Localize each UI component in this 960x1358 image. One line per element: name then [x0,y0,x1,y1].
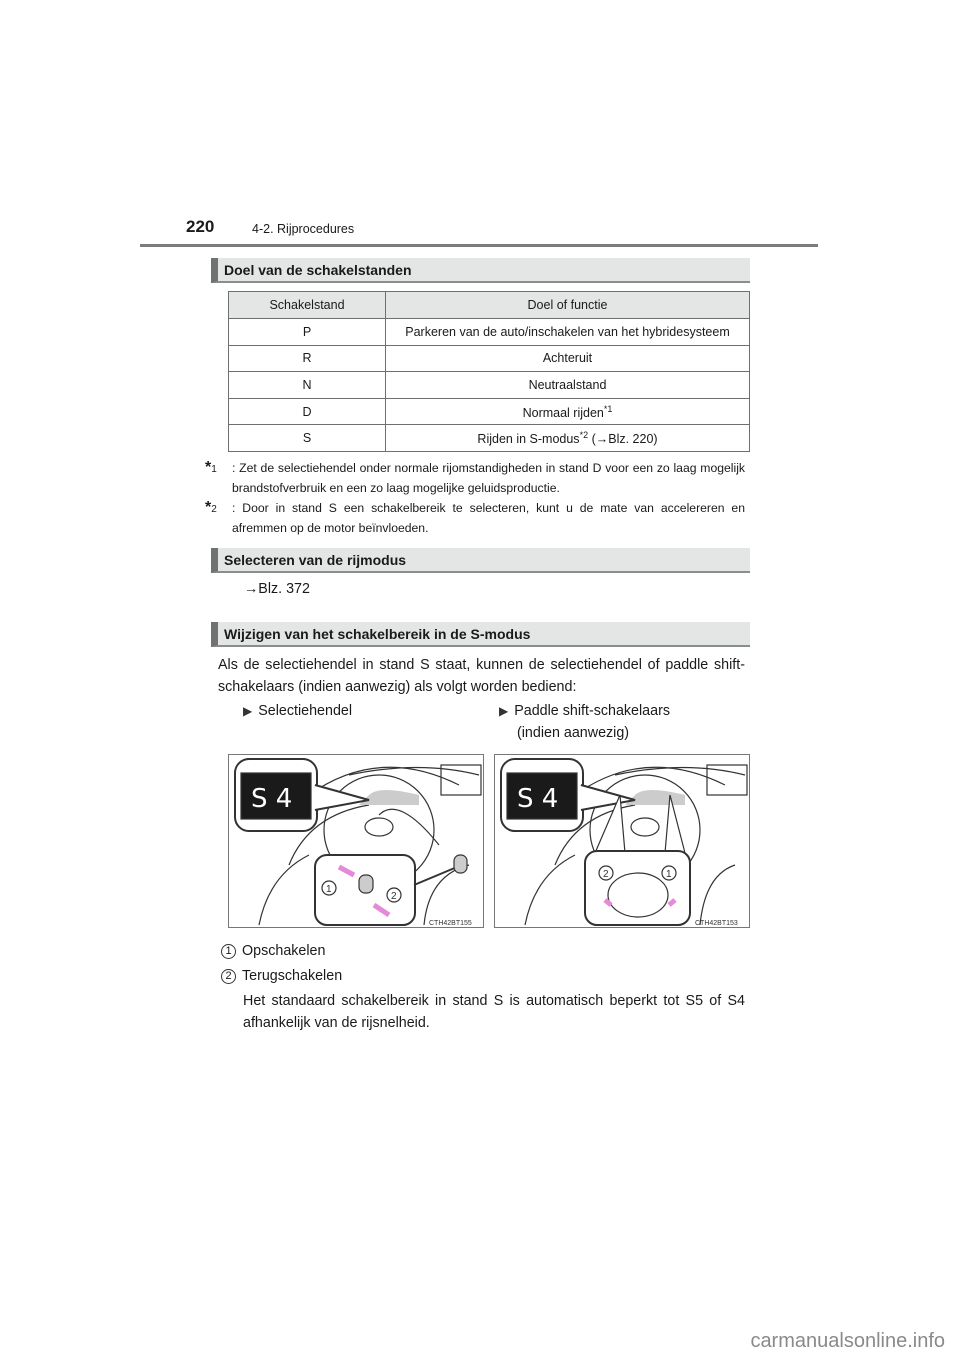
illustration-shift-lever [228,754,484,928]
svg-text:2: 2 [603,869,609,880]
breadcrumb: 4-2. Rijprocedures [252,222,355,236]
page-reference[interactable]: (→Blz. 220) [591,432,658,447]
cell: Parkeren van de auto/inschakelen van het hybridesysteem [386,319,750,346]
legend-label: Opschakelen [242,943,326,959]
cell: D [229,398,386,425]
gear-display-text: S 4 [517,784,559,814]
circled-number: 2 [221,969,236,984]
footnote-number: 2 [211,504,217,515]
page-reference[interactable]: →Blz. 372 [244,581,310,597]
note-paragraph: Het standaard schakelbereik in stand S is automatisch beperkt tot S5 of S4 afhankelijk van de rijsnelheid. [243,993,745,1031]
footnote-1 [205,458,745,498]
cell: N [229,372,386,399]
section-heading-shift-positions: Doel van de schakelstanden [211,258,750,283]
page-number: 220 [186,217,215,236]
illustration-paddle-shift [494,754,750,928]
circled-number: 1 [221,944,236,959]
legend-item-downshift [221,965,342,987]
svg-text:1: 1 [666,869,672,880]
asterisk: * [205,499,212,516]
svg-text:2: 2 [391,891,397,902]
option-label: Selectiehendel [258,703,353,719]
cell [386,425,750,452]
footnote-text: : Zet de selectiehendel onder normale rijomstandigheden in stand D voor een zo laag mogelijk brandstofverbruik en een zo laag mogelijke geluidsproductie. [232,461,745,495]
table-row [229,372,750,399]
cell-text: Normaal rijden [522,405,604,420]
intro-paragraph: Als de selectiehendel in stand S staat, kunnen de selectiehendel of paddle shift-schakelaars (indien aanwezig) als volgt worden bediend: [218,657,745,695]
triangle-bullet-icon: ▶ [499,704,509,718]
cell: Neutraalstand [386,372,750,399]
table-row [229,345,750,372]
footnote-text: : Door in stand S een schakelbereik te selecteren, kunt u de mate van accelereren en afremmen op de motor beïnvloeden. [232,501,745,535]
legend-label: Terugschakelen [242,968,343,984]
option-shift-lever [243,700,352,722]
footnote-number: 1 [211,464,217,475]
watermark: carmanualsonline.info [750,1330,945,1352]
header-rule [140,244,818,247]
triangle-bullet-icon: ▶ [243,704,253,718]
legend-item-upshift [221,940,325,962]
cell [386,398,750,425]
svg-text:1: 1 [326,884,332,895]
image-code: CTH42BT153 [695,920,738,927]
asterisk: * [205,459,212,476]
cell: Achteruit [386,345,750,372]
cell: P [229,319,386,346]
footnote-ref: *1 [603,403,613,414]
option-paddle-shift [499,700,670,744]
section-heading-drive-mode: Selecteren van de rijmodus [211,548,750,573]
cell: S [229,425,386,452]
footnote-ref: *2 [579,430,589,441]
section-heading-s-mode: Wijzigen van het schakelbereik in de S-modus [211,622,750,647]
column-header: Doel of functie [386,292,750,319]
image-code: CTH42BT155 [429,920,472,927]
table-row [229,319,750,346]
cell-text: Rijden in S-modus [477,432,580,447]
table-row [229,398,750,425]
footnote-2 [205,498,745,538]
column-header: Schakelstand [229,292,386,319]
table-row [229,425,750,452]
cell: R [229,345,386,372]
option-sublabel: (indien aanwezig) [517,725,630,741]
option-label: Paddle shift-schakelaars [514,703,670,719]
gear-display-text: S 4 [251,784,293,814]
shift-position-table [228,291,750,452]
